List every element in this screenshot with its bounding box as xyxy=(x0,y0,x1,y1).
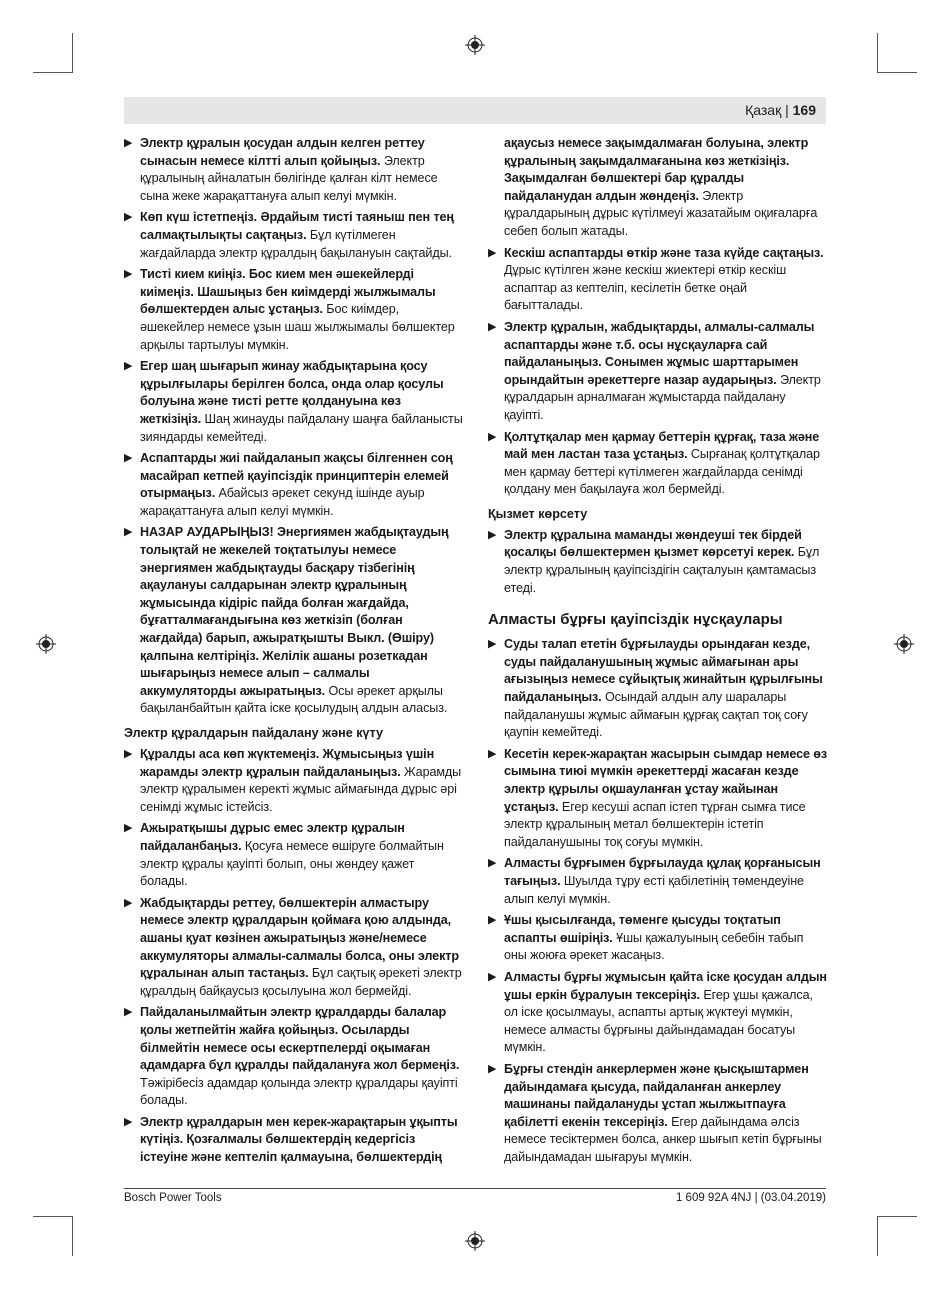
header-language: Қазақ xyxy=(745,102,782,118)
bullet-arrow-icon: ▶ xyxy=(488,747,497,760)
registration-mark-icon xyxy=(465,1231,485,1251)
crop-mark xyxy=(877,72,917,73)
list-item: ▶ Қолтұтқалар мен қармау беттерін құрғақ, таза және май мен ластан таза ұстаңыз. Сырғанақ қолтұтқалар мен қармау беттері күтілмеген жағдайларда сенімді қолдану мен бақылауға жол бермейді. xyxy=(488,429,820,497)
crop-mark xyxy=(72,33,73,73)
bullet-arrow-icon: ▶ xyxy=(488,1062,497,1075)
bullet-arrow-icon: ▶ xyxy=(124,360,133,373)
list-item: ▶ Кесетін керек-жарақтан жасырын сымдар немесе өз сымына тиюі мүмкін әрекеттерді жасаған кезде электр құрылы оқшауланған ұстау жайынан ұстаңыз. Егер кесуші аспап істеп тұрған сымға тисе электр құралының метал бөлшектерін істетіп пайдаланушыны тоқ соғуы мүмкін. xyxy=(488,746,828,849)
list-item-continuation: ақаусыз немесе зақымдалмаған болуына, электр құралының зақымдалмағанына көз жеткізіңіз. Зақымдалған бөлшектері бар құралды пайдаланудан алдын жөндеңіз. Электр құралдарының дұрыс күтілмеуі жазатайым оқиғаларға себеп болып жатады. xyxy=(504,136,818,238)
bullet-arrow-icon: ▶ xyxy=(488,638,497,651)
page-header xyxy=(124,97,826,124)
footer-doc-number: 1 609 92A 4NJ | (03.04.2019) xyxy=(675,1192,826,1204)
list-item: ▶ Суды талап ететін бұрғылауды орындаған кезде, суды пайдаланушының жұмыс аймағынан ары ағызыңыз немесе сұйықтық жинайтын құрылғыны пайдаланыңыз. Осындай алдын алу шаралары пайдаланушы жұмыс аймағын құрғақ сақтап тоқ соғу қаупін кемейтеді. xyxy=(488,637,823,740)
registration-mark-icon xyxy=(465,35,485,55)
subsection-title: Электр құралдарын пайдалану және күту xyxy=(124,726,384,740)
crop-mark xyxy=(877,33,878,73)
list-item: ▶ Электр құралдарын мен керек-жарақтарын ұқыпты күтіңіз. Қозғалмалы бөлшектердің кедергісіз істеуіне және кептеліп қалмауына, бөлшектердің xyxy=(124,1114,458,1165)
list-item: ▶ Құралды аса көп жүктемеңіз. Жұмысыңыз үшін жарамды электр құралын пайдаланыңыз. Жарамды электр құралымен керекті жұмыс аймағында дұрыс әрі сенімді жұмыс істейсіз. xyxy=(124,747,462,814)
right-column xyxy=(488,135,828,1170)
bullet-arrow-icon: ▶ xyxy=(124,452,133,465)
crop-mark xyxy=(33,1216,73,1217)
bullet-arrow-icon: ▶ xyxy=(124,211,133,224)
bullet-arrow-icon: ▶ xyxy=(124,1115,133,1128)
list-item: ▶ Алмасты бұрғымен бұрғылауда құлақ қорғанысын тағыңыз. Шуылда тұру есті қабілетінің төмендеуіне алып келуі мүмкін. xyxy=(488,856,821,906)
footer-brand: Bosch Power Tools xyxy=(124,1192,222,1204)
list-item: ▶ Аспаптарды жиі пайдаланып жақсы білгеннен соң масайрап кетпей қауіпсіздік принциптерін елемей отырмаңыз. Абайсыз әрекет секунд ішінде ауыр жарақаттануға алып келуі мүмкін. xyxy=(124,451,453,518)
bullet-arrow-icon: ▶ xyxy=(488,857,497,870)
list-item: ▶ Егер шаң шығарып жинау жабдықтарына қосу құрылғылары берілген болса, онда олар қосулы болуына және тисті ретте қолдануына көз жеткізіңіз. Шаң жинауды пайдалану шаңға байланысты зияндарды кемейтеді. xyxy=(124,359,463,444)
crop-mark xyxy=(33,72,73,73)
list-item: ▶ Пайдаланылмайтын электр құралдарды балалар қолы жетпейтін жайға қойыңыз. Осыларды білмейтін немесе осы ескертпелерді оқымаған адамдарға бұл құралды пайдалануға жол бермеңіз. Тәжірібесіз адамдар қолында электр құралдары қауіпті болады. xyxy=(124,1005,460,1108)
bullet-arrow-icon: ▶ xyxy=(488,320,497,333)
bullet-arrow-icon: ▶ xyxy=(124,268,133,281)
list-item: ▶ Көп күш істетпеңіз. Әрдайым тисті таяныш пен тең салмақтылықты сақтаңыз. Бұл күтілмеген жағдайларда электр құралдың бақылануын сақтайды. xyxy=(124,210,454,260)
list-item: ▶ Бұрғы стендін анкерлермен және қысқыштармен дайындамаға қысуда, пайдаланған анкерлеу машинаны пайдалануды ұстап жылжытпауға қабілетті екенін тексеріңіз. Егер дайындама әлсіз немесе тесіктермен болса, анкер шығып кетіп бұрғыны дайындамадан шығаруы мүмкін. xyxy=(488,1061,822,1164)
list-item: ▶ Ұшы қысылғанда, төменге қысуды тоқтатып аспапты өшіріңіз. Ұшы қажалуының себебін табып оны жоюға әрекет жасаңыз. xyxy=(488,913,804,963)
crop-mark xyxy=(877,1216,917,1217)
list-item: ▶ НАЗАР АУДАРЫҢЫЗ! Энергиямен жабдықтаудың толықтай не жекелей тоқтатылуы немесе энергиямен жабдықтауды басқару тізбегінің ақаулануы салдарынан электр құралының жұмысында кідіріс пайда болған жағдайда, бұғатталмағандығына көз жеткізіп (болған жағдайда) барып, ажыратқышты Выкл. (Өшіру) қалпына келтіріңіз. Желілік ашаны розеткадан шығарыңыз немесе алып – салмалы аккумуляторды ажыратыңыз. Осы әрекет арқылы бақыланбайтын қайта іске қосылудың алдын алаcыз. xyxy=(124,525,449,716)
bullet-arrow-icon: ▶ xyxy=(124,748,133,760)
subsection-title: Қызмет көрсету xyxy=(488,506,588,521)
page-number: 169 xyxy=(792,102,816,118)
bullet-arrow-icon: ▶ xyxy=(488,970,497,983)
bullet-arrow-icon: ▶ xyxy=(488,246,497,259)
bullet-arrow-icon: ▶ xyxy=(488,914,497,927)
list-item: ▶ Электр құралына маманды жөндеуші тек бірдей қосалқы бөлшектермен қызмет көрсетуі керек. Бұл электр құралының қауіпсіздігін сақталуын қамтамасыз етеді. xyxy=(488,527,820,595)
left-column xyxy=(124,135,464,1171)
list-item: ▶ Алмасты бұрғы жұмысын қайта іске қосудан алдын ұшы еркін бұралуын тексеріңіз. Егер ұшы қажалса, ол іске қосылмауы, аспапты артық жүктеуі мүмкін, немесе алмасты бұрғыны дайындамадан босатуы мүмкін. xyxy=(488,969,827,1055)
bullet-arrow-icon: ▶ xyxy=(124,896,133,909)
bullet-arrow-icon: ▶ xyxy=(124,822,133,835)
list-item: ▶ Электр құралын, жабдықтарды, алмалы-салмалы аспаптарды және т.б. осы нұсқауларға сай пайдаланыңыз. Сонымен жұмыс шарттарымен орындайтын әрекеттерге назар аударыңыз. Электр құралдарын арналмаған жұмыстарда пайдалану қауіпті. xyxy=(488,319,821,422)
footer-rule xyxy=(124,1188,826,1189)
bullet-arrow-icon: ▶ xyxy=(124,137,133,149)
section-title: Алмасты бұрғы қауіпсіздік нұсқаулары xyxy=(488,611,783,629)
registration-mark-icon xyxy=(36,634,56,654)
list-item: ▶ Тисті кием киіңіз. Бос кием мен әшекейлерді киімеңіз. Шашыңыз бен киімдерді жылжымалы бөлшектерден алыс ұстаңыз. Бос киімдер, әшекейлер немесе ұзын шаш жылжымалы бөлшектер арқылы тартылуы мүмкін. xyxy=(124,267,455,352)
header-separator: | xyxy=(785,102,789,118)
bullet-arrow-icon: ▶ xyxy=(124,526,133,539)
bullet-arrow-icon: ▶ xyxy=(488,528,497,541)
registration-mark-icon xyxy=(894,634,914,654)
crop-mark xyxy=(877,1216,878,1256)
list-item: ▶ Жабдықтарды реттеу, бөлшектерін алмастыру немесе электр құралдарын қоймаға қою алдында, ашаны қуат көзінен ажыратыңыз және/немесе аккумуляторы алмалы-салмалы болса, оны электр құралынан алып тастаңыз. Бұл сақтық әрекеті электр құралдың байқаусыз қосылуына жол бермейді. xyxy=(124,895,462,998)
list-item: ▶ Ажыратқышы дұрыс емес электр құралын пайдаланбаңыз. Қосуға немесе өшіруге болмайтын электр құралы қауіпті болып, оны жөндеу қажет болады. xyxy=(124,821,444,889)
bullet-arrow-icon: ▶ xyxy=(124,1006,133,1019)
list-item: ▶ Кескіш аспаптарды өткір және таза күйде сақтаңыз. Дұрыс күтілген және кескіш жиектері өткір кескіш аспаптар аз кептеліп, кесілетін бетке оңай бағытталады. xyxy=(488,245,824,313)
bullet-arrow-icon: ▶ xyxy=(488,430,497,443)
crop-mark xyxy=(72,1216,73,1256)
list-item: ▶ Электр құралын қосудан алдын келген реттеу сынасын немесе кілтті алып қойыңыз. Электр құралының айналатын бөлігінде қалған кілт немесе сына жеке жарақаттануға алып келуі мүмкін. xyxy=(124,136,438,203)
